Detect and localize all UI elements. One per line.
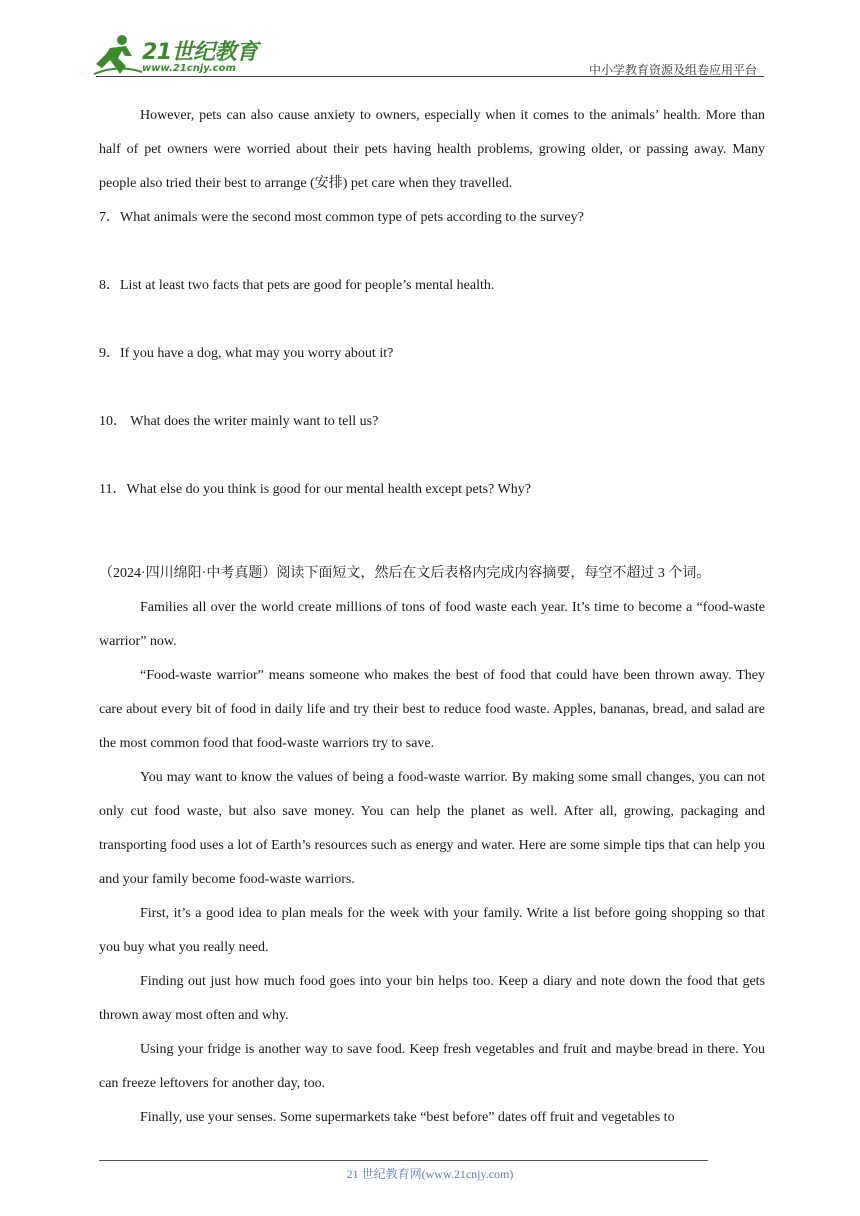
page-footer: 21 世纪教育网(www.21cnjy.com) (346, 1167, 514, 1181)
header-divider (96, 76, 764, 77)
passage-paragraph: You may want to know the values of being a food-waste warrior. By making some small changes, you can not only cut food waste, but also save money. You can help the planet as well. After all, growing, packaging and transporting food uses a lot of Earth’s resources such as energy and water. Here are some simple tips that can help you and your family become food-waste warriors. (99, 770, 765, 887)
question-7: 7．What animals were the second most common type of pets according to the survey? (99, 210, 584, 225)
runner-logo-icon (92, 34, 144, 78)
passage-paragraph: Families all over the world create millions of tons of food waste each year. It’s time to become a “food-waste warrior” now. (99, 600, 765, 649)
answer-space (99, 371, 765, 405)
document-body (99, 99, 765, 1135)
passage-paragraph: First, it’s a good idea to plan meals for the week with your family. Write a list before going shopping so that you buy what you really need. (99, 906, 765, 955)
question-9: 9．If you have a dog, what may you worry about it? (99, 346, 394, 361)
question-10: 10． What does the writer mainly want to tell us? (99, 414, 379, 429)
logo-text: 21世纪教育 (142, 40, 258, 65)
site-logo (92, 34, 262, 78)
section-intro: （2024·四川绵阳·中考真题）阅读下面短文，然后在文后表格内完成内容摘要，每空不超过 3 个词。 (99, 566, 711, 581)
page-header (0, 0, 860, 80)
logo-url: www.21cnjy.com (142, 63, 236, 74)
answer-space (99, 235, 765, 269)
answer-space (99, 507, 765, 557)
question-11: 11．What else do you think is good for our mental health except pets? Why? (99, 482, 531, 497)
passage-paragraph: Using your fridge is another way to save food. Keep fresh vegetables and fruit and maybe bread in there. You can freeze leftovers for another day, too. (99, 1042, 765, 1091)
platform-title: 中小学教育资源及组卷应用平台 (588, 63, 757, 77)
answer-space (99, 439, 765, 473)
answer-space (99, 303, 765, 337)
passage-paragraph: Finally, use your senses. Some supermarkets take “best before” dates off fruit and vegetables to (140, 1110, 675, 1125)
passage-paragraph: Finding out just how much food goes into your bin helps too. Keep a diary and note down the food that gets thrown away most often and why. (99, 974, 765, 1023)
question-8: 8．List at least two facts that pets are good for people’s mental health. (99, 278, 495, 293)
passage-paragraph: “Food-waste warrior” means someone who makes the best of food that could have been thrown away. They care about every bit of food in daily life and try their best to reduce food waste. Apples, bananas, bread, and salad are the most common food that food-waste warriors try to save. (99, 668, 765, 751)
paragraph: However, pets can also cause anxiety to owners, especially when it comes to the animals’ health. More than half of pet owners were worried about their pets having health problems, growing older, or passing away. Many people also tried their best to arrange (安排) pet care when they travelled. (99, 108, 765, 191)
footer-divider (99, 1160, 708, 1161)
